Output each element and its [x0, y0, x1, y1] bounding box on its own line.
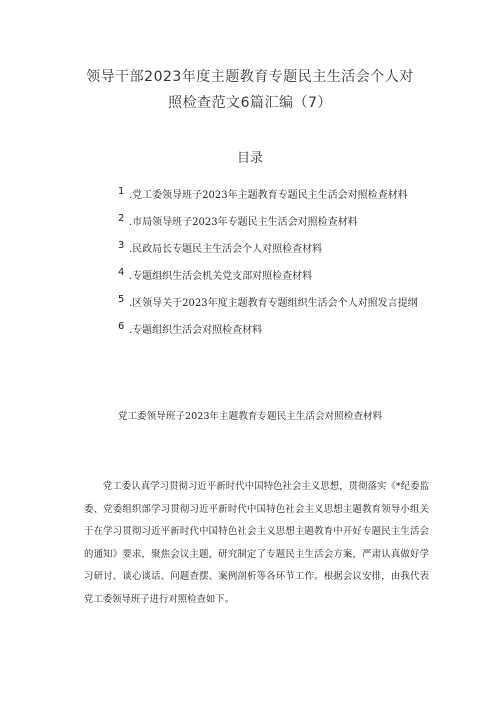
toc-item-number: 2: [118, 213, 125, 224]
toc-heading: 目录: [236, 151, 263, 166]
toc-item-4: [118, 267, 418, 294]
toc-item-text: .区领导关于2023年度主题教育专题组织生活会个人对照发言提纲: [129, 298, 418, 309]
toc-item-number: 5: [118, 294, 125, 305]
toc-item-text: .党工委领导班子2023年主题教育专题民主生活会对照检查材料: [129, 190, 408, 201]
body-paragraph: 党工委认真学习贯彻习近平新时代中国特色社会主义思想，贯彻落实《*纪委监委、党委组织部学习贯彻习近平新时代中国特色社会主义思想主题教育领导小组关于在学习贯彻习近平新时代中国特色社会主义思想主题教育中开好专题民主生活会的通知》要求，聚焦会议主题，研究制定了专题民主生活会方案，严肃认真做好学习研讨、谈心谈话、问题查摆、案例剖析等各环节工作。根据会议安排，由我代表党工委领导班子进行对照检查如下。: [84, 481, 429, 605]
toc-item-number: 6: [118, 321, 125, 332]
document-title-line-1: 领导干部2023年度主题教育专题民主生活会个人对: [86, 69, 414, 85]
toc-item-text: .民政局长专题民主生活会个人对照检查材料: [129, 244, 323, 255]
toc-item-number: 1: [118, 186, 125, 197]
toc-item-number: 4: [118, 267, 125, 278]
document-title-line-2: 照检查范文6篇汇编（7）: [168, 95, 332, 111]
section-heading: 党工委领导班子2023年主题教育专题民主生活会对照检查材料: [117, 411, 383, 422]
toc-item-1: [118, 186, 418, 213]
toc-item-number: 3: [118, 240, 125, 251]
toc-item-6: [118, 321, 418, 348]
table-of-contents: [118, 186, 418, 348]
toc-item-5: [118, 294, 418, 321]
toc-item-3: [118, 240, 418, 267]
toc-item-text: .专题组织生活会机关党支部对照检查材料: [129, 271, 313, 282]
toc-item-text: .市局领导班子2023年专题民主生活会对照检查材料: [129, 217, 358, 228]
toc-item-2: [118, 213, 418, 240]
toc-item-text: .专题组织生活会对照检查材料: [129, 325, 263, 336]
